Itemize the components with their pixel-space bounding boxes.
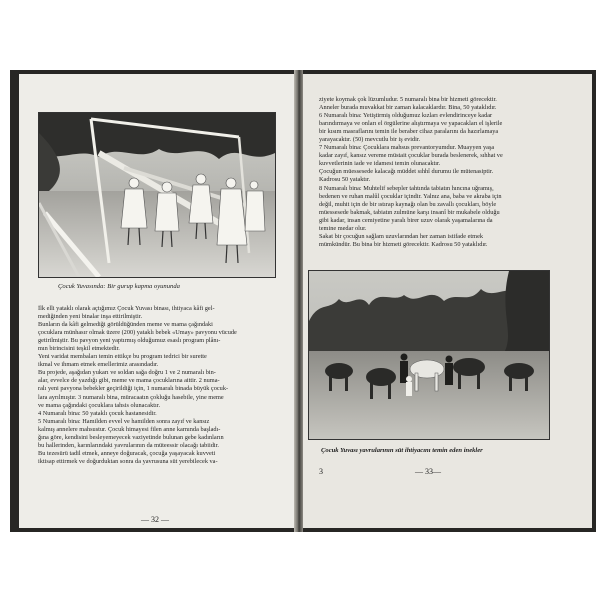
- text-line: ve mama çağındaki çocuklara tahsis olunacaktır.: [38, 401, 161, 409]
- text-line: 8 Numaralı bina: Muhtelif sebepler tahtında tabiatın hıncına uğramış,: [319, 184, 494, 192]
- text-line: 6 Numaralı bina: Yetiştirmiş olduğumuz kızları evlendirinceye kadar: [319, 112, 493, 120]
- text-line: ziyete koymak çok lüzumludur. 5 numaralı bina bir hizmeti görecektir.: [319, 96, 497, 103]
- text-line: yarayacaktır. (50) mevcutlu bir iş evidir.: [319, 136, 421, 144]
- text-line: bu hallerinden, karınlarındaki yavrularının da müteessir olacağı tabiidir.: [38, 441, 219, 449]
- text-line: İlk elli yataklı olarak açtığımız Çocuk Yuvası binası, ihtiyaca kâfi gel-: [38, 305, 215, 312]
- text-line: ralı yeni pavyona bebekler geçirildiği için, 1 numaralı binada büyük çocuk-: [38, 385, 229, 393]
- text-line: Bu tezesürü tadil etmek, anneye doğuracak, çocuğa yaşayacak kuvveti: [38, 449, 216, 457]
- text-line: ğına göre, kendisini besleyemeyecek vaziyetinde bulunan gebe kadınların: [38, 433, 224, 441]
- text-line: lara ayrılmıştır. 3 numaralı bina, müracaatın çokluğu hasebile, yine meme: [38, 393, 224, 401]
- text-line: mediğinden yeni binalar inşa ettirilmiştir.: [38, 313, 143, 321]
- playground-photo-image: [39, 113, 275, 277]
- text-line: Çocuğun müessesede kalacağı müddet sıhhî durumu ile mütenasiptir.: [319, 168, 494, 176]
- signature-mark: 3: [319, 467, 323, 476]
- text-line: çocuklara münhasır olmak üzere (200) yataklı bebek «Umay» pavyonu vücude: [38, 329, 237, 337]
- right-page-number: — 33—: [415, 467, 441, 476]
- text-line: iktisap ettirmek ve doğurduktan sonra da yavrusuna süt yerebilecek va-: [38, 457, 218, 465]
- right-page: [303, 74, 592, 528]
- text-line: değil, muhit için de bir ıstırap kaynağı olan bu zavallı çocukları, böyle: [319, 200, 497, 208]
- text-line: gibi kadar, insan cemiyetine yaralı birer uzuv olarak yaşamalarına da: [319, 216, 493, 224]
- text-line: alar, evvelce de yazdığı gibi, meme ve mama çocuklarına aittir. 2 numa-: [38, 377, 220, 385]
- playground-photo: [38, 112, 276, 278]
- text-line: 4 Numaralı bina: 50 yataklı çocuk hastanesidir.: [38, 409, 157, 417]
- book-gutter: [294, 70, 303, 532]
- text-line: kuvvetlerinin iade ve idamesi temin olunacaktır.: [319, 160, 441, 168]
- cows-photo: [308, 270, 550, 440]
- text-line: Kadrosu 50 yataktır.: [319, 176, 371, 184]
- text-line: bir kısım masraflarını temin ile beraber cihaz paralarını da hazırlamaya: [319, 128, 499, 136]
- text-line: müessesede bakmak, tabiatın zulmüne karşı insanî bir mukabele olduğu: [319, 208, 500, 216]
- text-line: kalmış annelere mahsustur. Çocuk himayesi filen anne karnında başladı-: [38, 425, 221, 433]
- left-page: [19, 74, 294, 528]
- right-photo-caption: Çocuk Yuvası yavrularının süt ihtiyacını temin eden inekler: [321, 447, 483, 454]
- text-line: Bunların da kâfi gelmediği görüldüğünden meme ve mama çağındaki: [38, 321, 213, 329]
- text-line: kadar zayıf, kansız vereme müstait çocuklar burada beslenerek, sıhhat ve: [319, 152, 503, 160]
- text-line: Sakat bir çocuğun sağlam uzuvlarından her zaman istifade etmek: [319, 232, 484, 240]
- text-line: barındırmaya ve onları el örgülerine alıştırmaya ve yapacakları el işlerile: [319, 120, 503, 128]
- left-page-body-text: [38, 305, 276, 466]
- text-line: ikmal ve ihmam etmek emellerimiz arasındadır.: [38, 361, 159, 369]
- text-line: getirilmiştir. Bu pavyon yeni yaptırmış olduğumuz esaslı program plânı-: [38, 337, 221, 345]
- text-line: 7 Numaralı bina: Çocuklara mahsus prevantoryumdur. Muayyen yaşa: [319, 144, 495, 152]
- right-page-body-text: [319, 96, 555, 249]
- text-line: Bu projede, aşağıdan yukarı ve soldan sağa doğru 1 ve 2 numaralı bin-: [38, 369, 216, 377]
- text-line: temine medar olur.: [319, 224, 367, 232]
- text-line: Yeni varidat membaları temin ettikçe bu program tedrici bir surette: [38, 353, 207, 361]
- cows-photo-image: [309, 271, 549, 439]
- left-photo-caption: Çocuk Yuvasında: Bir gurup kapma oyununda: [58, 283, 180, 290]
- text-line: bedenen ve ruhan malûl çocuklar içindir. Yalnız ana, baba ve akraba için: [319, 192, 502, 200]
- text-line: mümkündür. Bu bina bir hizmeti görecektir. Kadrosu 50 yataklıdır.: [319, 240, 488, 248]
- text-line: mın birincisini teşkil etmektedir.: [38, 345, 120, 353]
- left-page-number: — 32 —: [141, 515, 169, 524]
- text-line: 5 Numaralı bina: Hamilden evvel ve hamilden sonra zayıf ve kansız: [38, 417, 210, 425]
- text-line: Anneler burada muvakkat bir zaman kalacaklardır. Bina, 50 yataklıdır.: [319, 104, 497, 112]
